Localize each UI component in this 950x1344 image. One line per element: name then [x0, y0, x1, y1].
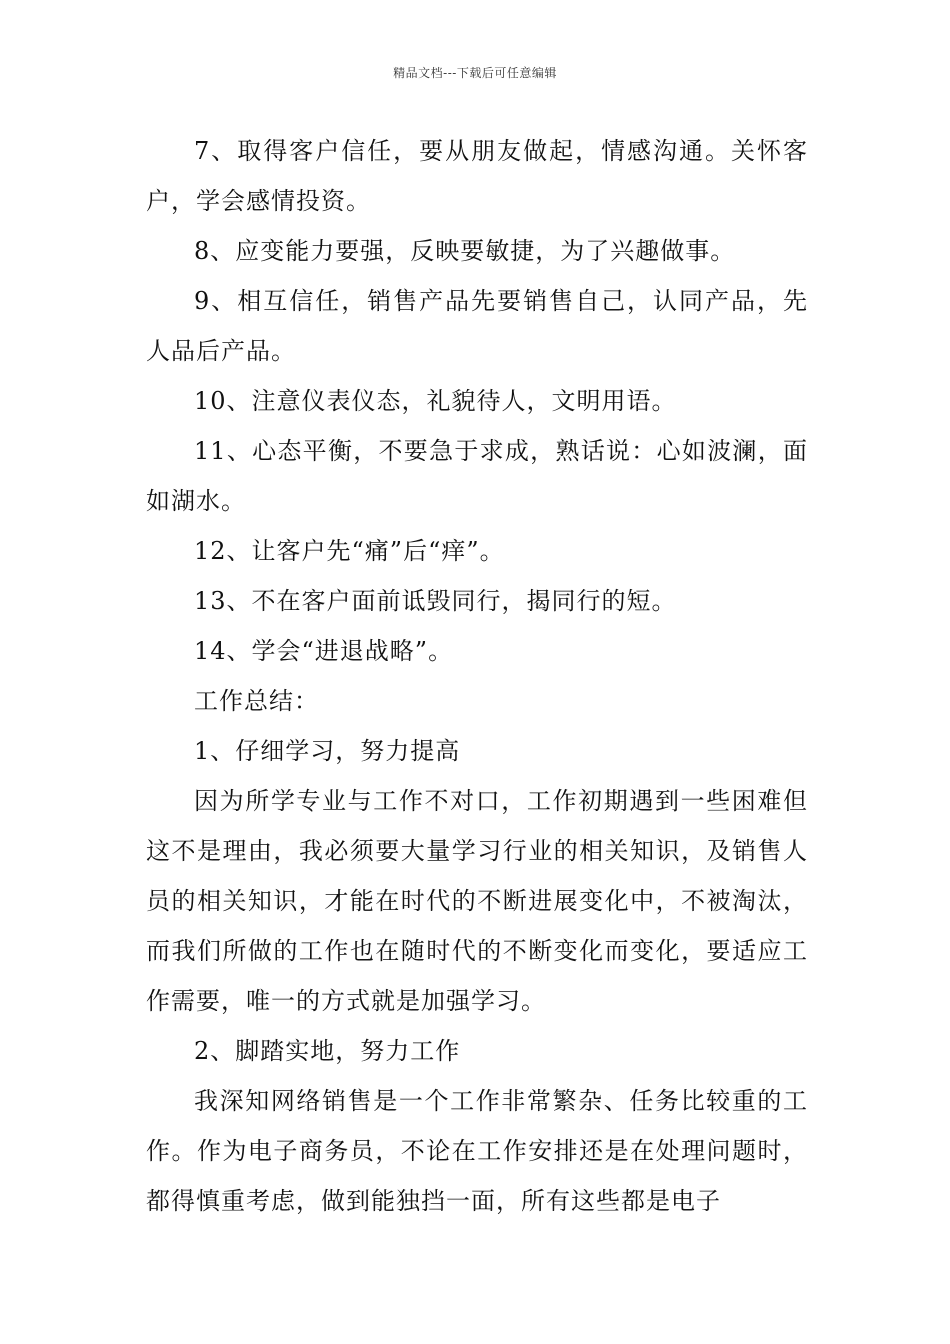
section-heading-work-summary: 工作总结： [194, 687, 319, 715]
paragraph-item-8: 8、应变能力要强，反映要敏捷，为了兴趣做事。 [194, 237, 736, 265]
page-header: 精品文档---下载后可任意编辑 [393, 66, 557, 80]
subheading-study: 1、仔细学习，努力提高 [194, 737, 461, 765]
document-body [146, 126, 808, 1226]
paragraph-work-body: 我深知网络销售是一个工作非常繁杂、任务比较重的工作。作为电子商务员，不论在工作安排还是在处理问题时，都得慎重考虑，做到能独挡一面，所有这些都是电子 [146, 1087, 808, 1215]
paragraph-item-11: 11、心态平衡，不要急于求成，熟话说：心如波澜，面如湖水。 [146, 437, 808, 515]
paragraph-item-12: 12、让客户先“痛”后“痒”。 [194, 537, 505, 565]
paragraph-study-body: 因为所学专业与工作不对口，工作初期遇到一些困难但这不是理由，我必须要大量学习行业的相关知识，及销售人员的相关知识，才能在时代的不断进展变化中，不被淘汰，而我们所做的工作也在随时代的不断变化而变化，要适应工作需要，唯一的方式就是加强学习。 [146, 787, 808, 1015]
paragraph-item-10: 10、注意仪表仪态，礼貌待人，文明用语。 [194, 387, 677, 415]
paragraph-item-13: 13、不在客户面前诋毁同行，揭同行的短。 [194, 587, 677, 615]
subheading-work: 2、脚踏实地，努力工作 [194, 1037, 461, 1065]
paragraph-item-7: 7、取得客户信任，要从朋友做起，情感沟通。关怀客户，学会感情投资。 [146, 137, 808, 215]
paragraph-item-14: 14、学会“进退战略”。 [194, 637, 454, 665]
paragraph-item-9: 9、相互信任，销售产品先要销售自己，认同产品，先人品后产品。 [146, 287, 808, 365]
